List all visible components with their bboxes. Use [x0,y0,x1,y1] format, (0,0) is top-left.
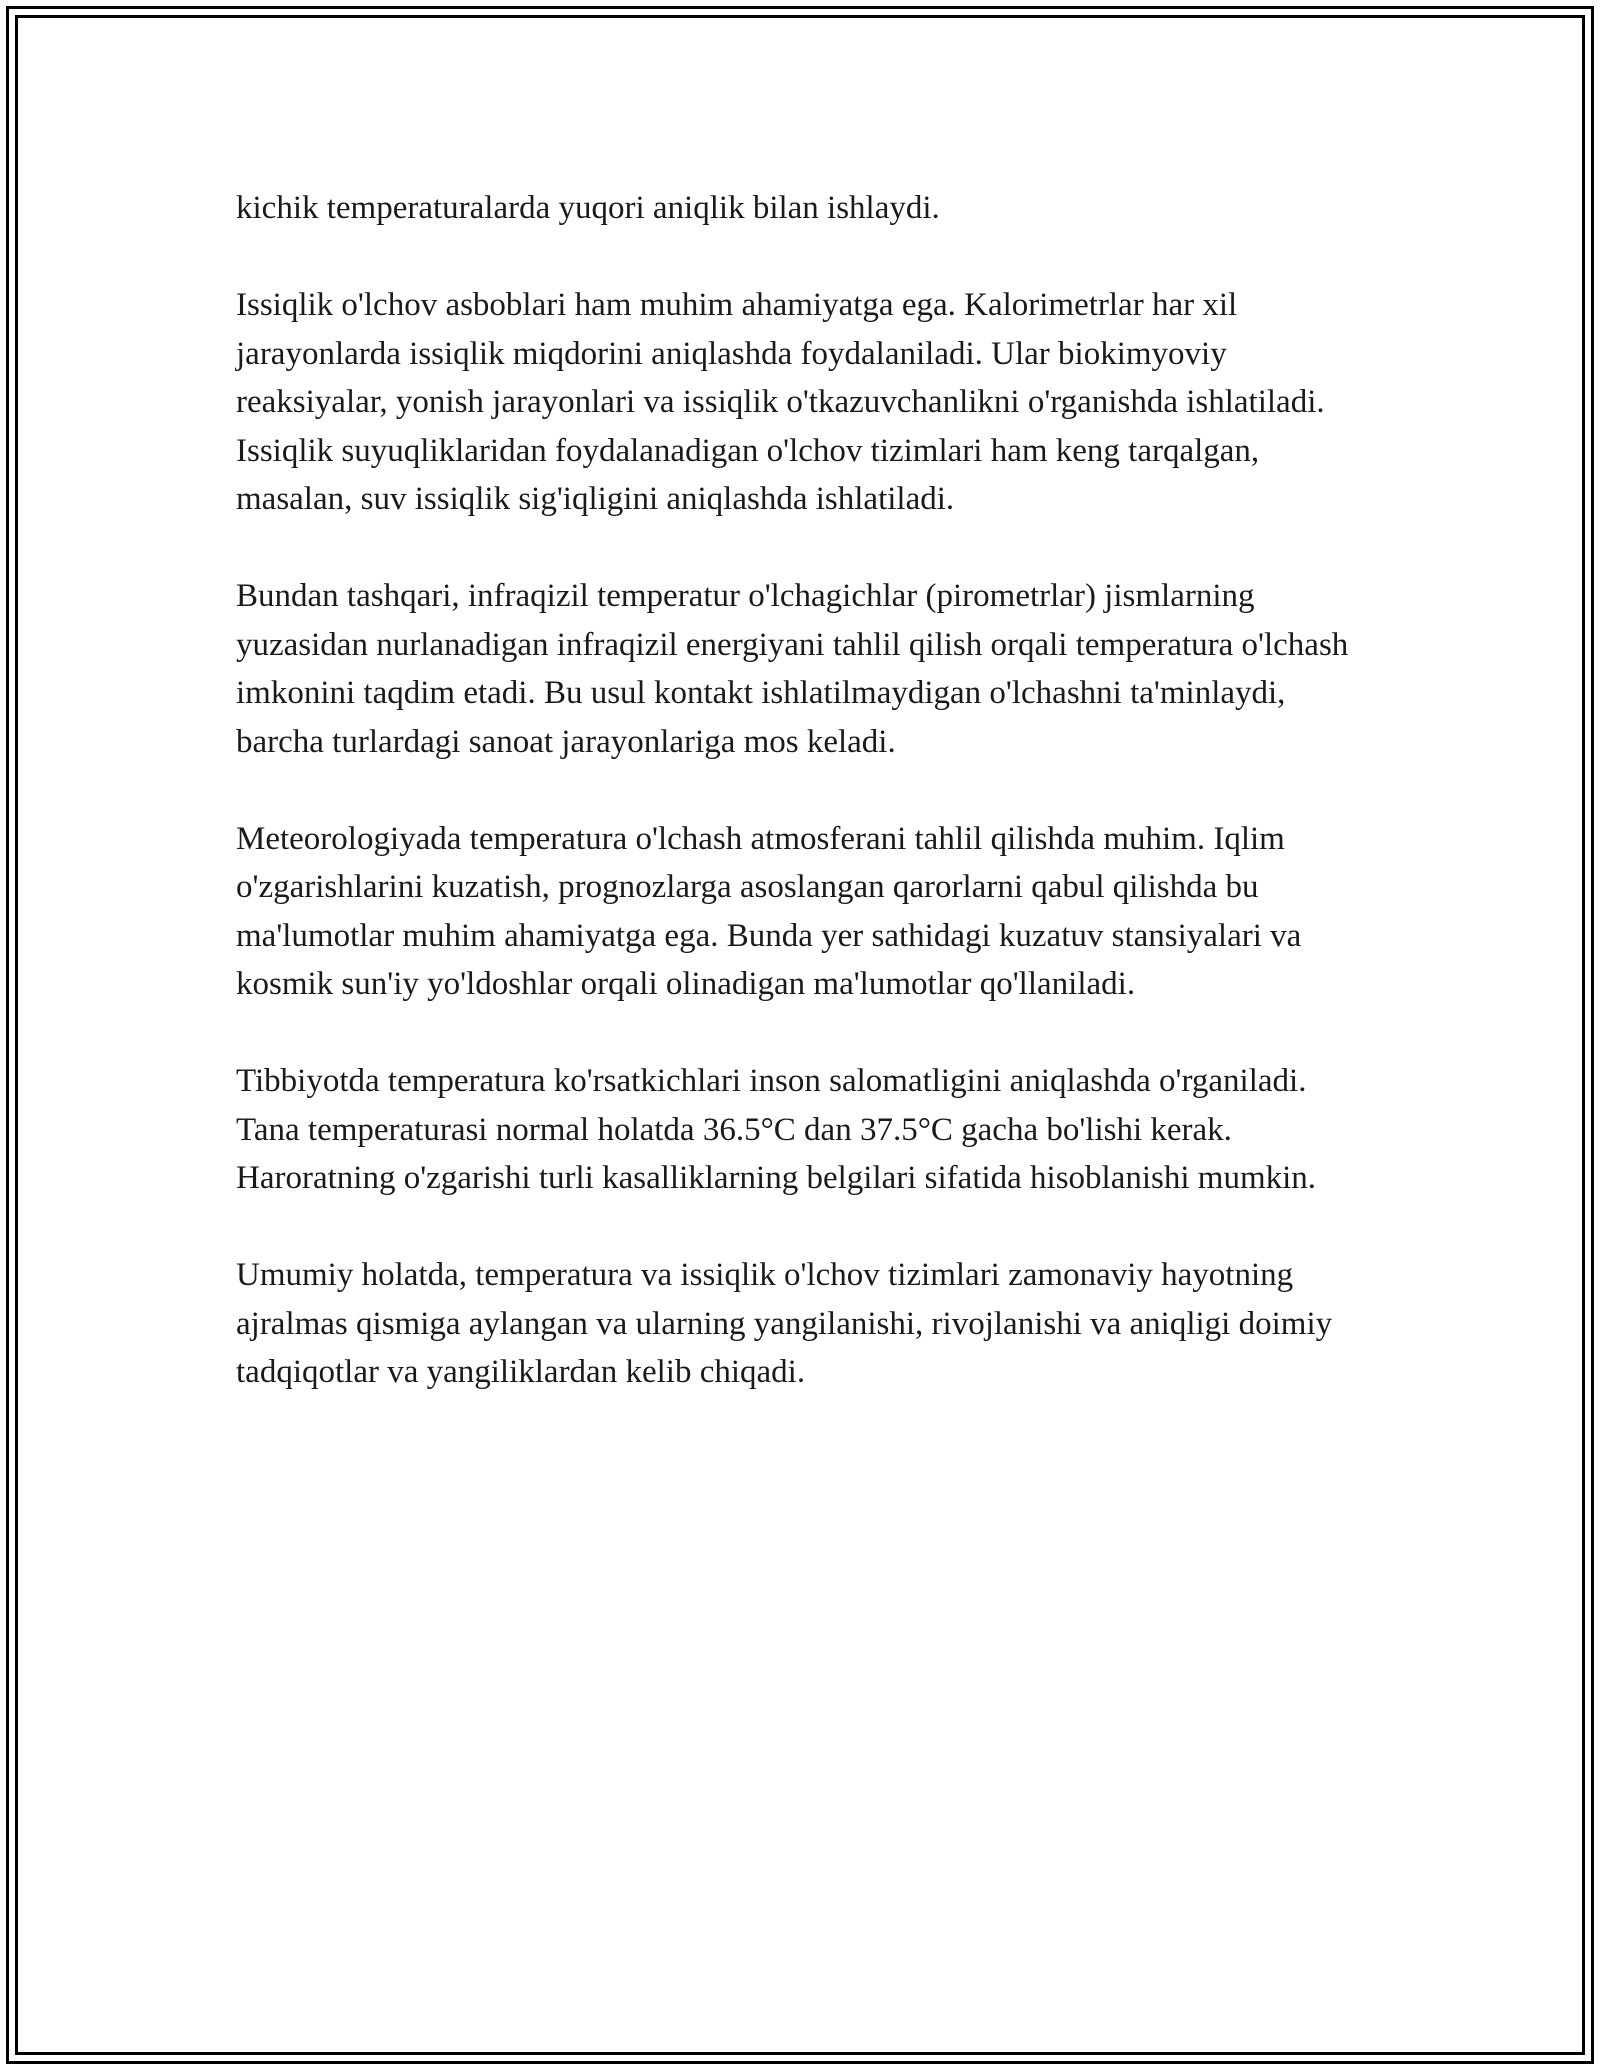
paragraph-infrared-pyrometers: Bundan tashqari, infraqizil temperatur o'lchagichlar (pirometrlar) jismlarning yuzasidan nurlanadigan infraqizil energiyani tahlil qilish orqali temperatura o'lchash imkonini taqdim etadi. Bu usul kontakt ishlatilmaydigan o'lchashni ta'minlaydi, barcha turlardagi sanoat jarayonlariga mos keladi. [236,578,1349,760]
paragraph-meteorology: Meteorologiyada temperatura o'lchash atmosferani tahlil qilishda muhim. Iqlim o'zgarishlarini kuzatish, prognozlarga asoslangan qarorlarni qabul qilishda bu ma'lumotlar muhim ahamiyatga ega. Bunda yer sathidagi kuzatuv stansiyalari va kosmik sun'iy yo'ldoshlar orqali olinadigan ma'lumotlar qo'llaniladi. [236,820,1302,1002]
paragraph-conclusion: Umumiy holatda, temperatura va issiqlik o'lchov tizimlari zamonaviy hayotning ajralmas qismiga aylangan va ularning yangilanishi, rivojlanishi va aniqligi doimiy tadqiqotlar va yangiliklardan kelib chiqadi. [236,1257,1333,1390]
paragraph-heat-instruments: Issiqlik o'lchov asboblari ham muhim ahamiyatga ega. Kalorimetrlar har xil jarayonlarda issiqlik miqdorini aniqlashda foydalaniladi. Ular biokimyoviy reaksiyalar, yonish jarayonlari va issiqlik o'tkazuvchanlikni o'rganishda ishlatiladi. Issiqlik suyuqliklaridan foydalanadigan o'lchov tizimlari ham keng tarqalgan, masalan, suv issiqlik sig'iqligini aniqlashda ishlatiladi. [236,287,1325,517]
paragraph-continuation: kichik temperaturalarda yuqori aniqlik bilan ishlaydi. [236,190,940,226]
paragraph-medicine: Tibbiyotda temperatura ko'rsatkichlari inson salomatligini aniqlashda o'rganiladi. Tana temperaturasi normal holatda 36.5°C dan 37.5°C gacha bo'lishi kerak. Haroratning o'zgarishi turli kasalliklarning belgilari sifatida hisoblanishi mumkin. [236,1063,1317,1196]
document-body [236,184,1376,1445]
